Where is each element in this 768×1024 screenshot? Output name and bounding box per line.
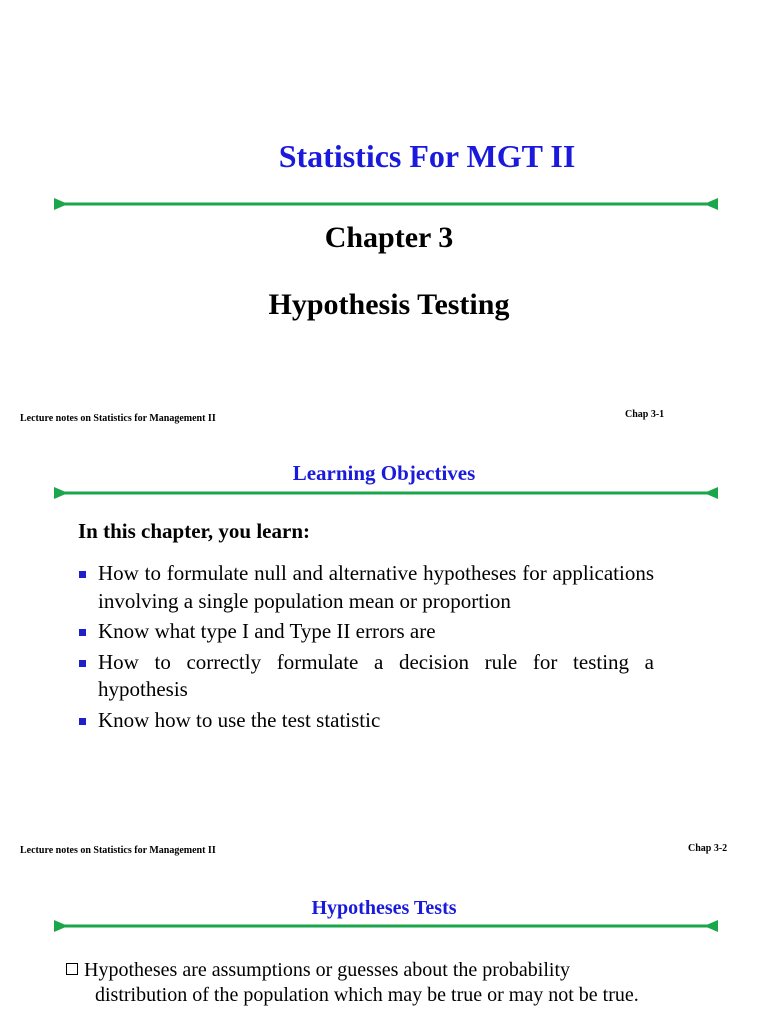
definition-text-1: Hypotheses are assumptions or guesses about the probability — [84, 959, 571, 981]
square-bullet-icon — [79, 718, 86, 725]
chapter-heading: Chapter 3 — [324, 221, 454, 254]
list-item — [78, 618, 654, 646]
footer-course-note: Lecture notes on Statistics for Management II — [20, 845, 216, 856]
chapter-topic: Hypothesis Testing — [268, 288, 510, 321]
checkbox-bullet-icon — [66, 963, 78, 975]
list-item — [78, 560, 654, 615]
slide1-title: Statistics For MGT II — [278, 138, 576, 174]
definition-line — [66, 983, 701, 1008]
list-item — [78, 707, 654, 735]
footer-page-number: Chap 3-1 — [625, 409, 665, 420]
objective-text: How to correctly formulate a decision rule for testing a hypothesis — [98, 649, 654, 701]
objectives-intro: In this chapter, you learn: — [78, 519, 310, 543]
square-bullet-icon — [79, 660, 86, 667]
list-item — [78, 649, 654, 704]
objective-text: Know what type I and Type II errors are — [98, 619, 436, 643]
objectives-rule — [54, 486, 718, 500]
footer-page-number: Chap 3-2 — [688, 843, 728, 854]
footer-course-note: Lecture notes on Statistics for Management II — [20, 413, 216, 424]
objective-text: Know how to use the test statistic — [98, 707, 381, 732]
square-bullet-icon — [79, 629, 86, 636]
definition-line — [66, 958, 701, 983]
hypotheses-rule — [54, 919, 718, 933]
title-rule — [54, 197, 718, 211]
hypotheses-definition — [66, 958, 701, 1008]
definition-text-2: distribution of the population which may be true or may not be true. — [95, 984, 639, 1006]
objective-text: How to formulate null and alternative hypotheses for applications involving a single population mean or proportion — [98, 561, 654, 613]
hypotheses-tests-title: Hypotheses Tests — [311, 897, 457, 919]
square-bullet-icon — [79, 571, 86, 578]
learning-objectives-title: Learning Objectives — [292, 461, 476, 485]
objectives-list — [78, 560, 654, 737]
